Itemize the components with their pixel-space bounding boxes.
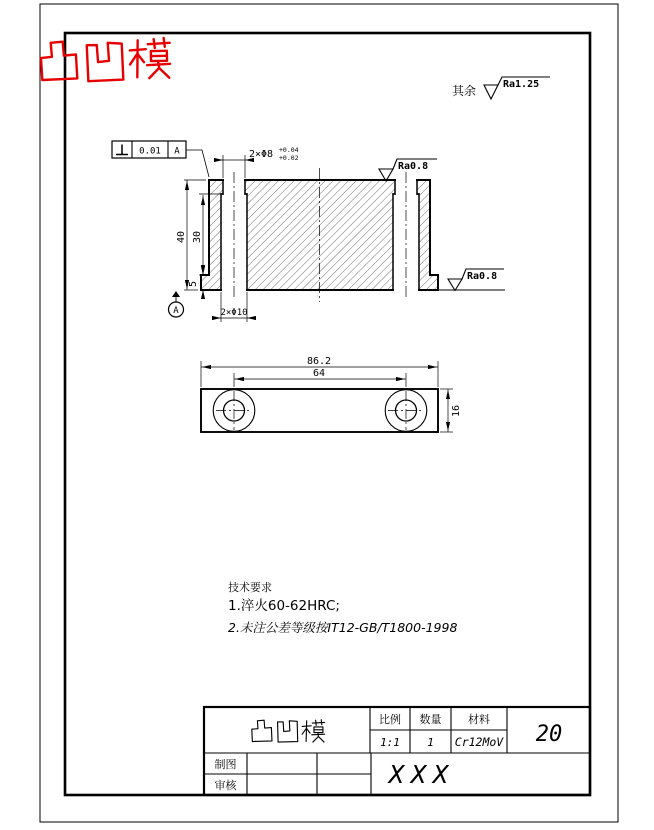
fcf-datum: A	[174, 146, 180, 157]
scale-label: 比例	[379, 713, 401, 726]
title-block-part-name	[252, 720, 325, 742]
general-roughness-note	[452, 77, 550, 99]
dim-hole-spacing-text: 64	[312, 368, 326, 379]
sheet-number: 20	[535, 722, 563, 747]
fcf-leader-line	[186, 150, 209, 177]
dim-top-holes-tol-upper: +0.04	[279, 146, 299, 154]
tech-req-line-2: 2.未注公差等级按IT12-GB/T1800-1998	[228, 620, 458, 635]
title-block	[204, 707, 590, 795]
general-roughness-value: Ra1.25	[503, 79, 540, 90]
dim-mid-height-text: 30	[192, 230, 203, 243]
dim-hole-spacing	[234, 368, 406, 387]
dim-top-holes-tol-lower: +0.02	[279, 154, 299, 162]
perpendicularity-icon	[116, 145, 128, 155]
drafter-label: 制图	[214, 758, 237, 771]
roughness-bottom-value: Ra0.8	[467, 271, 498, 282]
dim-plate-height	[440, 389, 462, 432]
roughness-bottom	[448, 269, 504, 291]
dim-top-holes-text: 2×Φ8	[249, 149, 274, 160]
dim-total-height-text: 40	[176, 230, 187, 243]
glyph-tu-convex	[41, 41, 78, 80]
material-value: Cr12MoV	[454, 735, 504, 749]
datum-a-symbol	[169, 291, 184, 317]
section-view	[169, 146, 506, 322]
part-title-annotation	[41, 38, 171, 82]
feature-control-frame	[112, 141, 209, 177]
fcf-tolerance: 0.01	[139, 146, 161, 157]
glyph-ao-concave	[87, 43, 124, 82]
glyph-mo-die	[130, 38, 171, 79]
roughness-top	[379, 159, 437, 181]
signature-value: XXX	[388, 760, 456, 789]
dim-bottom-holes-text: 2×Φ10	[220, 308, 248, 318]
dim-top-holes	[214, 146, 299, 178]
tech-req-heading: 技术要求	[228, 581, 272, 594]
roughness-top-value: Ra0.8	[398, 161, 429, 172]
datum-a-label: A	[173, 306, 179, 316]
scale-value: 1:1	[380, 736, 400, 749]
tech-req-line-1: 1.淬火60-62HRC;	[228, 598, 340, 614]
general-roughness-prefix: 其余	[452, 84, 477, 98]
dim-flange-height-text: 5	[188, 280, 199, 287]
quantity-value: 1	[427, 736, 434, 749]
outer-border	[40, 4, 618, 822]
plan-view	[201, 356, 462, 432]
dim-overall-width-text: 86.2	[306, 356, 332, 367]
plan-centerlines	[216, 391, 424, 430]
reviewer-label: 审核	[214, 779, 237, 792]
material-label: 材料	[468, 713, 490, 726]
tech-requirements	[228, 580, 457, 635]
quantity-label: 数量	[419, 713, 442, 726]
dim-plate-height-text: 16	[451, 404, 462, 417]
